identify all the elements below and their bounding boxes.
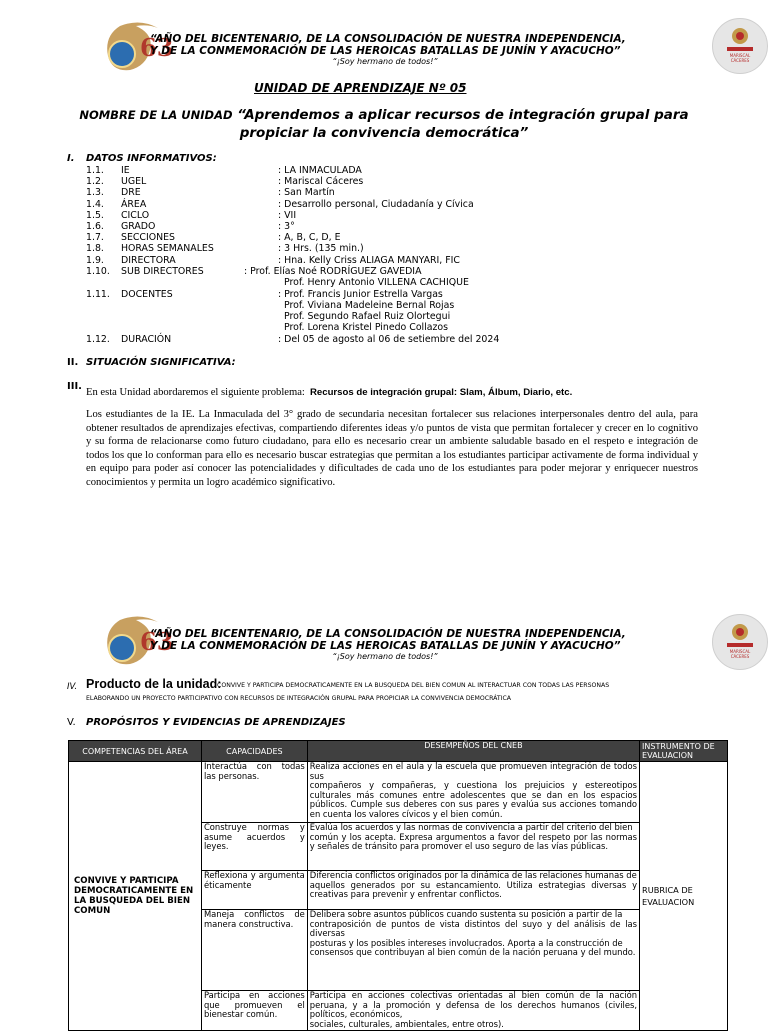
info-row xyxy=(86,165,474,176)
desempeno-line: Participa en acciones colectivas orientadas al bien común de la nación peruana, y a la promoción y defensa de los derechos humanos (civiles, políticos, económicos, xyxy=(309,990,638,1020)
info-value: : Prof. Elías Noé RODRÍGUEZ GAVEDIA xyxy=(244,266,422,277)
header-block-2 xyxy=(150,628,626,661)
info-num: 1.2. xyxy=(86,176,104,188)
section-4-title: Producto de la unidad: xyxy=(86,677,222,691)
ugel-seal-2 xyxy=(712,614,768,670)
desempeno-line: sociales, culturales, ambientales, entre otros). xyxy=(309,1018,504,1029)
product-text-line2: ELABORANDO UN PROYECTO PARTICIPATIVO CON RECURSOS DE INTEGRACIÓN GRUPAL PARA PROPICIAR LA CONVIVENCIA DEMOCRÁTICA xyxy=(86,695,512,702)
header-year-line2-2: Y DE LA CONMEMORACIÓN DE LAS HEROICAS BATALLAS DE JUNÍN Y AYACUCHO” xyxy=(150,640,621,652)
info-label: DIRECTORA xyxy=(121,254,176,266)
capacidad-cell: Reflexiona y argumenta éticamente xyxy=(201,871,307,910)
info-row xyxy=(86,255,474,266)
info-label: ÁREA xyxy=(121,198,147,210)
svg-text:63: 63 xyxy=(140,33,174,62)
col-header-instrumento: INSTRUMENTO DE EVALUACION xyxy=(640,741,728,762)
col-header-desempenos: DESEMPEÑOS DEL CNEB xyxy=(307,741,639,762)
docente-4: Prof. Lorena Kristel Pinedo Collazos xyxy=(284,322,449,333)
info-list xyxy=(86,165,474,266)
header-block xyxy=(150,33,626,66)
info-label: GRADO xyxy=(121,220,156,232)
info-num: 1.7. xyxy=(86,232,104,244)
info-value: : LA INMACULADA xyxy=(278,165,362,176)
info-num: 1.10. xyxy=(86,266,110,277)
info-num: 1.8. xyxy=(86,243,104,255)
header-year-line1-2: “AÑO DEL BICENTENARIO, DE LA CONSOLIDACIÓN DE NUESTRA INDEPENDENCIA, xyxy=(150,628,626,640)
info-num: 1.6. xyxy=(86,220,104,232)
section-5-title: PROPÓSITOS Y EVIDENCIAS DE APRENDIZAJES xyxy=(86,717,346,728)
info-label: HORAS SEMANALES xyxy=(121,243,214,255)
info-label: DOCENTES xyxy=(121,289,173,300)
competencia-cell: CONVIVE Y PARTICIPA DEMOCRATICAMENTE EN LA BUSQUEDA DEL BIEN COMUN xyxy=(69,762,202,1031)
docente-3: Prof. Segundo Rafael Ruiz Olortegui xyxy=(284,311,451,322)
section-2-title: SITUACIÓN SIGNIFICATIVA: xyxy=(86,357,236,368)
info-value: : A, B, C, D, E xyxy=(278,232,341,244)
info-row xyxy=(86,221,474,232)
desempeno-cell xyxy=(307,871,639,910)
section-3-numeral: III. xyxy=(67,381,82,392)
desempeno-line: Delibera sobre asuntos públicos cuando sustenta su posición a partir de la xyxy=(309,909,623,919)
info-label: IE xyxy=(121,165,130,176)
info-value: : 3° xyxy=(278,220,295,232)
col-header-competencias: COMPETENCIAS DEL ÁREA xyxy=(69,741,202,762)
info-num: 1.9. xyxy=(86,254,104,266)
desempeno-line: Evalúa los acuerdos y las normas de convivencia a partir del criterio del bien xyxy=(309,822,633,832)
purposes-table xyxy=(68,740,728,1031)
info-duracion xyxy=(86,334,499,345)
problem-intro: En esta Unidad abordaremos el siguiente problema: xyxy=(86,387,305,398)
desempeno-line: común y los acepta. Expresa argumentos a favor del respeto por las normas y señales de tránsito para promover el uso seguro de las vías públicas. xyxy=(309,831,638,852)
info-num: 1.5. xyxy=(86,209,104,221)
info-value: : San Martín xyxy=(278,187,335,199)
svg-text:CÁCERES: CÁCERES xyxy=(730,654,750,659)
desempeno-line: compañeros y compañeras, y cuestiona los prejuicios y estereotipos culturales más comunes entre adolescentes que se dan en los espacios públicos. Cumple sus deberes con sus pares y evalúa sus acciones tomando en cuenta los valores cívicos y el bien común. xyxy=(309,780,638,819)
header-motto-2: “¡Soy hermano de todos!” xyxy=(332,652,438,661)
info-label: DRE xyxy=(121,187,141,199)
header-motto: “¡Soy hermano de todos!” xyxy=(332,57,438,66)
problem-text: Recursos de integración grupal: Slam, Álbum, Diario, etc. xyxy=(309,387,573,398)
header-year-line1: “AÑO DEL BICENTENARIO, DE LA CONSOLIDACIÓN DE NUESTRA INDEPENDENCIA, xyxy=(150,33,626,45)
info-row xyxy=(86,187,474,198)
info-label: SECCIONES xyxy=(121,232,175,244)
instrumento-cell: RUBRICA DE EVALUACION xyxy=(640,762,728,1031)
info-label: DURACIÓN xyxy=(121,334,172,345)
desempeno-cell xyxy=(307,910,639,991)
info-num: 1.4. xyxy=(86,198,104,210)
section-5-numeral: V. xyxy=(67,717,76,728)
info-num: 1.11. xyxy=(86,289,110,300)
unit-name-line1: “Aprendemos a aplicar recursos de integración grupal para xyxy=(237,107,689,123)
info-row xyxy=(86,199,474,210)
desempeno-line: contraposición de puntos de vista distintos del suyo y del análisis de las diversas xyxy=(309,918,638,939)
desempeno-line: posturas y los posibles intereses involucrados. Aporta a la construcción de xyxy=(309,937,623,948)
info-row xyxy=(86,232,474,243)
desempeno-line: Diferencia conflictos originados por la dinámica de las relaciones humanas de xyxy=(309,870,637,880)
info-value: : 3 Hrs. (135 min.) xyxy=(278,243,364,255)
unit-number-title: UNIDAD DE APRENDIZAJE Nº 05 xyxy=(254,81,467,95)
section-4-numeral: IV. xyxy=(67,682,78,692)
section-1-title: DATOS INFORMATIVOS: xyxy=(86,153,217,164)
desempeno-line: Realiza acciones en el aula y la escuela que promueven integración de todos sus xyxy=(309,761,638,781)
info-value: : Hna. Kelly Criss ALIAGA MANYARI, FIC xyxy=(278,254,460,266)
info-value: : Desarrollo personal, Ciudadanía y Cívica xyxy=(278,198,474,210)
info-label: UGEL xyxy=(121,176,147,188)
capacidad-cell: Construye normas y asume acuerdos y leyes. xyxy=(201,823,307,871)
svg-text:MARISCAL: MARISCAL xyxy=(729,649,751,654)
table-row xyxy=(69,762,728,823)
info-subdir-2: Prof. Henry Antonio VILLENA CACHIQUE xyxy=(284,277,469,288)
desempeno-line: aquellos generados por su estancamiento. Utiliza estrategias diversas y creativas para prevenir y enfrentar conflictos. xyxy=(309,879,638,900)
unit-name-label: NOMBRE DE LA UNIDAD xyxy=(79,108,233,122)
docente-2: Prof. Viviana Madeleine Bernal Rojas xyxy=(284,300,455,311)
capacidad-cell: Participa en acciones que promueven el bienestar común. xyxy=(201,991,307,1031)
info-num: 1.3. xyxy=(86,187,104,199)
unit-name xyxy=(70,106,698,142)
info-label: SUB DIRECTORES xyxy=(121,266,204,277)
svg-text:CÁCERES: CÁCERES xyxy=(730,58,750,63)
info-num: 1.12. xyxy=(86,334,110,345)
desempeno-cell xyxy=(307,762,639,823)
situation-paragraph: Los estudiantes de la IE. La Inmaculada del 3° grado de secundaria necesitan fortalecer sus relaciones interpersonales dentro del aula, para obtener resultados de aprendizajes efectivas, compartiendo diferentes ideas y/o puntos de vista que permitan fortalecer y crecer en lo cognitivo y su forma de relacionarse como futuro ciudadano, para ello es necesario crear un ambiente saludable basado en el respeto e integración de todos los que lo conforman para ello es necesario buscar estrategias que permitan a los estudiantes participar activamente de forma individual y en equipo para poder así conocer las potencialidades y dificultades de cada uno de los estudiantes para poder mejorar y enriquecer nuestros conocimientos y permita un logro académico significativo. xyxy=(86,409,698,488)
section-2-numeral: II. xyxy=(67,357,79,368)
info-num: 1.1. xyxy=(86,165,104,176)
info-value: : Mariscal Cáceres xyxy=(278,176,364,188)
col-header-capacidades: CAPACIDADES xyxy=(201,741,307,762)
header-year-line2: Y DE LA CONMEMORACIÓN DE LAS HEROICAS BATALLAS DE JUNÍN Y AYACUCHO” xyxy=(150,45,621,57)
svg-text:MARISCAL: MARISCAL xyxy=(729,53,751,58)
section-1-numeral: I. xyxy=(67,153,75,164)
info-value: : Prof. Francis Junior Estrella Vargas xyxy=(278,289,443,300)
capacidad-cell: Interactúa con todas las personas. xyxy=(201,762,307,823)
svg-text:63: 63 xyxy=(140,627,174,656)
desempeno-line: consensos que contribuyan al bien común de la nación peruana y del mundo. xyxy=(309,947,636,958)
info-label: CICLO xyxy=(121,209,150,221)
unit-name-line2: propiciar la convivencia democrática” xyxy=(239,125,529,141)
capacidad-cell: Maneja conflictos de manera constructiva. xyxy=(201,910,307,991)
info-row xyxy=(86,243,474,254)
desempeno-cell xyxy=(307,991,639,1031)
info-value: : Del 05 de agosto al 06 de setiembre del 2024 xyxy=(278,334,500,345)
desempeno-cell xyxy=(307,823,639,871)
info-row xyxy=(86,210,474,221)
product-text-line1: CONVIVE Y PARTICIPA DEMOCRATICAMENTE EN LA BUSQUEDA DEL BIEN COMUN AL INTERACTUAR CON TODAS LAS PERSONAS xyxy=(217,682,610,689)
info-subdir xyxy=(86,266,421,277)
info-value: : VII xyxy=(278,209,297,221)
info-docentes xyxy=(86,289,443,300)
ugel-seal xyxy=(712,18,768,74)
section-3-intro xyxy=(86,380,572,400)
info-row xyxy=(86,176,474,187)
